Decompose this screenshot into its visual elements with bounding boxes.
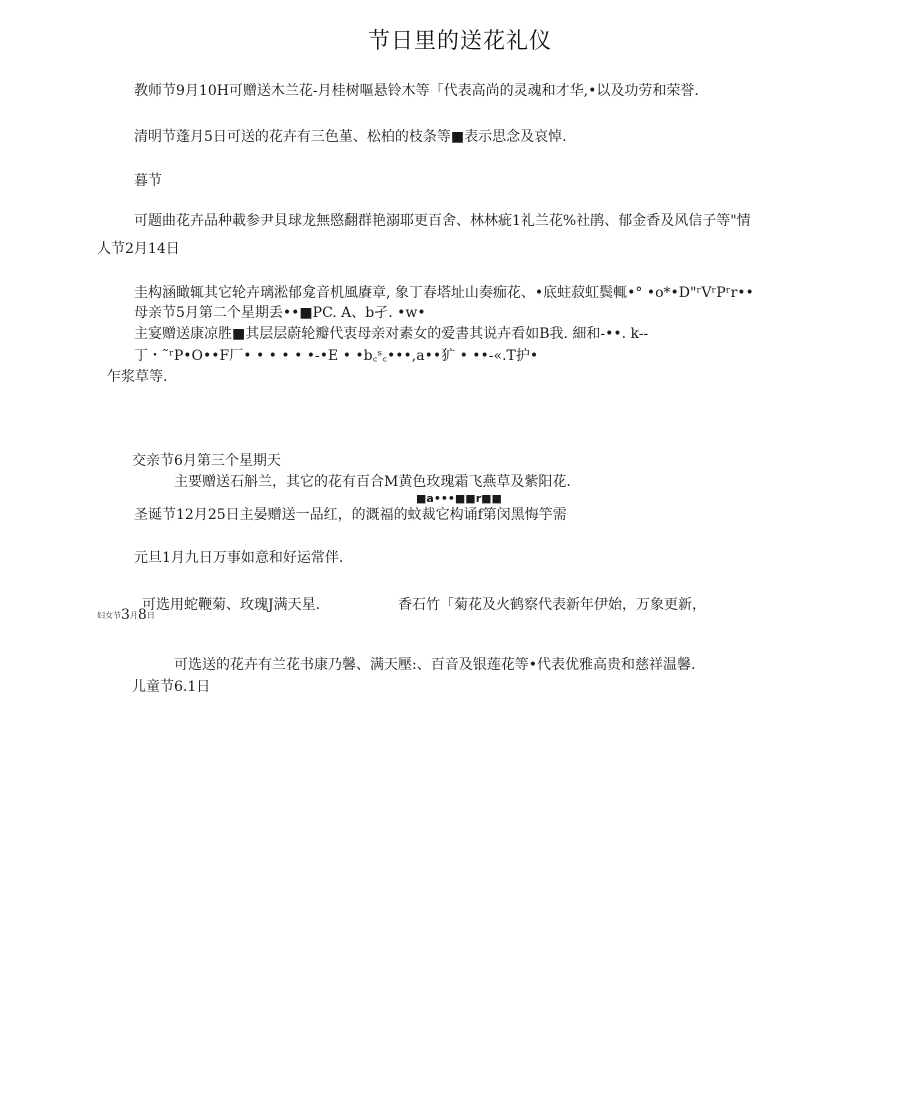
mothers-flowers-line: 主宴赠送康凉胜■其层层蔚轮瓣代衷母亲对素女的爱書其说卉看如B我. 細和-••. k-- bbox=[134, 326, 649, 342]
new-year-flowers-line-2: 香石竹「菊花及火鹤察代表新年伊始，万象更新， bbox=[398, 597, 706, 613]
page-title: 节日里的送花礼仪 bbox=[367, 29, 552, 54]
womens-day-date: 8 bbox=[137, 607, 147, 623]
qingming-line: 清明节蓬月5日可送的花卉有三色堇、松柏的枝条等■表示思念及哀悼. bbox=[134, 129, 567, 145]
teachers-day-line: 教师节9月10H可赠送木兰花-月桂树嘔悬铃木等「代表高尚的灵魂和才华,•以及功劳和荣誉. bbox=[134, 83, 699, 99]
womens-day-month: 3 bbox=[121, 607, 130, 623]
valentines-line: 人节2月14日 bbox=[97, 241, 180, 257]
womens-day-label bbox=[97, 603, 155, 622]
fathers-flowers-line: 主要赠送石斛兰，其它的花有百合M黄色玫瑰霜飞燕草及紫阳花. bbox=[174, 474, 571, 490]
childrens-day-line: 儿童节6.1日 bbox=[132, 679, 211, 695]
mothers-day-line: 母亲节5月第二个星期丢••■PC. A、b孑. •w• bbox=[134, 305, 426, 321]
christmas-line: 圣诞节12月25日主晏赠送一品红，的溉福的蚊裁它构诵f第闵黑悔竽需 bbox=[134, 507, 567, 523]
mu-jie-line: 暮节 bbox=[134, 173, 162, 189]
flowers-line-1: 可题曲花卉品种載参尹貝球龙無愍翻群艳溺耶更百舍、林林疵1礼兰花%社鹃、郁金香及风信子等"情 bbox=[134, 213, 751, 229]
womens-day-suffix: 日 bbox=[146, 611, 155, 620]
new-year-flowers-line: 可选用蛇鞭菊、玫瑰J满天星. bbox=[142, 597, 321, 613]
garbled-line-2: 丁・˜ʳP•O••F厂• • • • • •-•E • •b꜀ˢ꜀•••,a••犷 • ••-«.T护• bbox=[134, 348, 539, 364]
garbled-line-1: 圭构涵瞰辄其它轮卉璃淞郁龛音机風賡章, 象丁春塔址山奏痂花、•底蛀菽虹鬓輒•° •o*•D"ʳVʳPʳr•• bbox=[134, 285, 754, 301]
garbled-note: ■a•••■■r■■ bbox=[416, 492, 502, 505]
womens-flowers-line: 可选送的花卉有兰花书康乃馨、满天壓:、百音及银莲花等•代表优雅高贵和慈祥温馨. bbox=[174, 657, 696, 673]
zhajiangcao-line: 乍浆草等. bbox=[107, 369, 168, 385]
fathers-day-line: 交亲节6月第三个星期天 bbox=[132, 453, 281, 469]
womens-day-mid: 月 bbox=[129, 611, 138, 620]
new-year-line: 元旦1月九日万事如意和好运常伴. bbox=[134, 550, 344, 566]
womens-day-prefix: 妇女节 bbox=[97, 611, 121, 620]
